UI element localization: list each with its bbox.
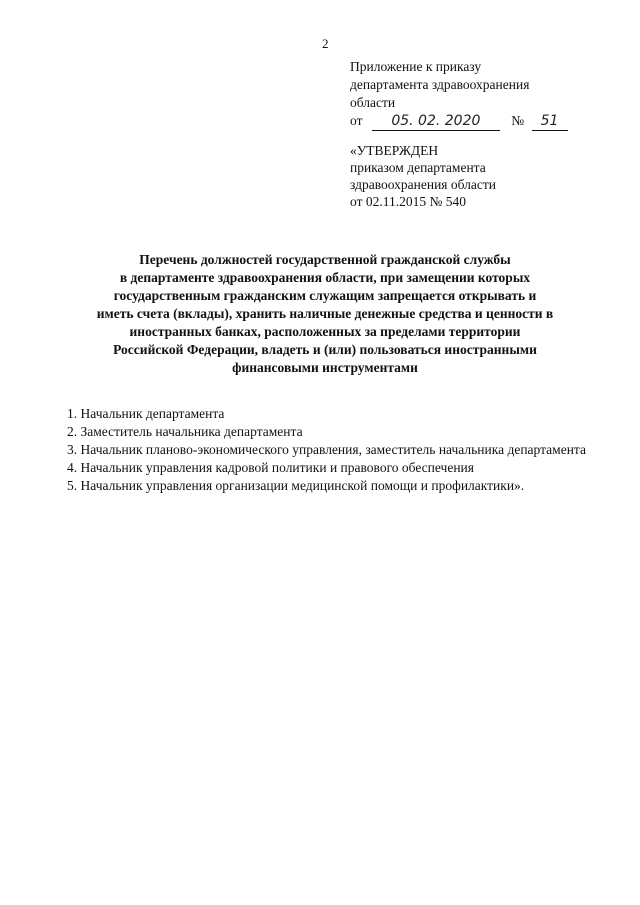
list-item: 3. Начальник планово-экономического управления, заместитель начальника департамента: [67, 442, 586, 457]
approved-block: [350, 142, 496, 210]
title-line-7: финансовыми инструментами: [232, 360, 418, 375]
approved-line-3: здравоохранения области: [350, 177, 497, 192]
page-number: 2: [322, 36, 329, 51]
date-prefix: от: [350, 113, 363, 128]
list-item: 5. Начальник управления организации медицинской помощи и профилактики».: [67, 478, 525, 493]
list-item: 2. Заместитель начальника департамента: [67, 424, 303, 439]
title-line-3: государственным гражданским служащим запрещается открывать и: [113, 288, 537, 303]
document-title: [60, 251, 590, 377]
number-label: №: [511, 113, 525, 128]
handwritten-date: 05. 02. 2020: [372, 112, 500, 131]
approved-line-1: «УТВЕРЖДЕН: [350, 143, 439, 158]
title-line-1: Перечень должностей государственной гражданской службы: [139, 252, 511, 267]
handwritten-number: 51: [532, 112, 568, 131]
appendix-block: [350, 58, 568, 131]
list-item: 1. Начальник департамента: [67, 406, 225, 421]
positions-list: [67, 405, 590, 495]
appendix-line-2: департамента здравоохранения: [350, 77, 530, 92]
list-item: 4. Начальник управления кадровой политики и правового обеспечения: [67, 460, 474, 475]
title-line-5: иностранных банках, расположенных за пределами территории: [129, 324, 521, 339]
appendix-line-1: Приложение к приказу: [350, 59, 482, 74]
approved-line-2: приказом департамента: [350, 160, 486, 175]
approved-line-4: от 02.11.2015 № 540: [350, 194, 466, 209]
title-line-2: в департаменте здравоохранения области, при замещении которых: [119, 270, 531, 285]
title-line-4: иметь счета (вклады), хранить наличные денежные средства и ценности в: [96, 306, 554, 321]
title-line-6: Российской Федерации, владеть и (или) пользоваться иностранными: [113, 342, 537, 357]
appendix-line-3: области: [350, 95, 396, 110]
appendix-date-line: [350, 112, 568, 131]
